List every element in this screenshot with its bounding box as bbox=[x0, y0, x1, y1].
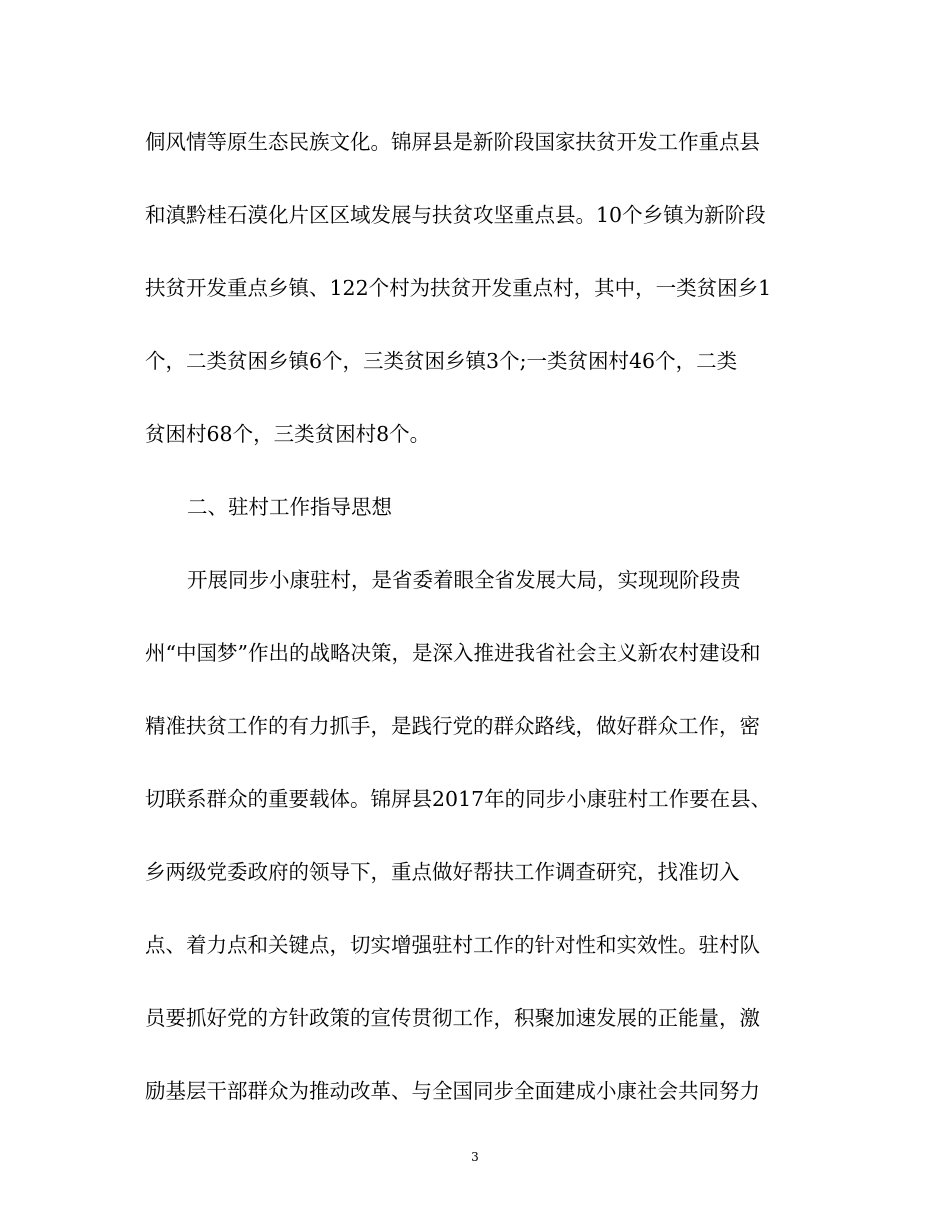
paragraph-line: 扶贫开发重点乡镇、122个村为扶贫开发重点村，其中，一类贫困乡1 bbox=[145, 276, 772, 300]
page-number: 3 bbox=[471, 1150, 479, 1164]
section-heading: 二、驻村工作指导思想 bbox=[187, 495, 392, 519]
paragraph-line: 州“中国梦”作出的战略决策，是深入推进我省社会主义新农村建设和 bbox=[145, 641, 761, 665]
paragraph-line: 点、着力点和关键点，切实增强驻村工作的针对性和实效性。驻村队 bbox=[145, 933, 760, 957]
paragraph-line: 和滇黔桂石漠化片区区域发展与扶贫攻坚重点县。10个乡镇为新阶段 bbox=[145, 203, 766, 227]
paragraph-line: 切联系群众的重要载体。锦屏县2017年的同步小康驻村工作要在县、 bbox=[145, 787, 772, 811]
paragraph-line: 乡两级党委政府的领导下，重点做好帮扶工作调查研究，找准切入 bbox=[145, 860, 740, 884]
paragraph-line: 员要抓好党的方针政策的宣传贯彻工作，积聚加速发展的正能量，激 bbox=[145, 1006, 760, 1030]
paragraph-line: 励基层干部群众为推动改革、与全国同步全面建成小康社会共同努力 bbox=[145, 1079, 760, 1103]
paragraph-line: 精准扶贫工作的有力抓手，是践行党的群众路线，做好群众工作，密 bbox=[145, 714, 760, 738]
paragraph-line: 侗风情等原生态民族文化。锦屏县是新阶段国家扶贫开发工作重点县 bbox=[145, 130, 760, 154]
paragraph-line: 贫困村68个，三类贫困村8个。 bbox=[145, 422, 431, 446]
paragraph-line: 个，二类贫困乡镇6个，三类贫困乡镇3个;一类贫困村46个，二类 bbox=[145, 349, 738, 373]
paragraph-line: 开展同步小康驻村，是省委着眼全省发展大局，实现现阶段贵 bbox=[187, 568, 741, 592]
